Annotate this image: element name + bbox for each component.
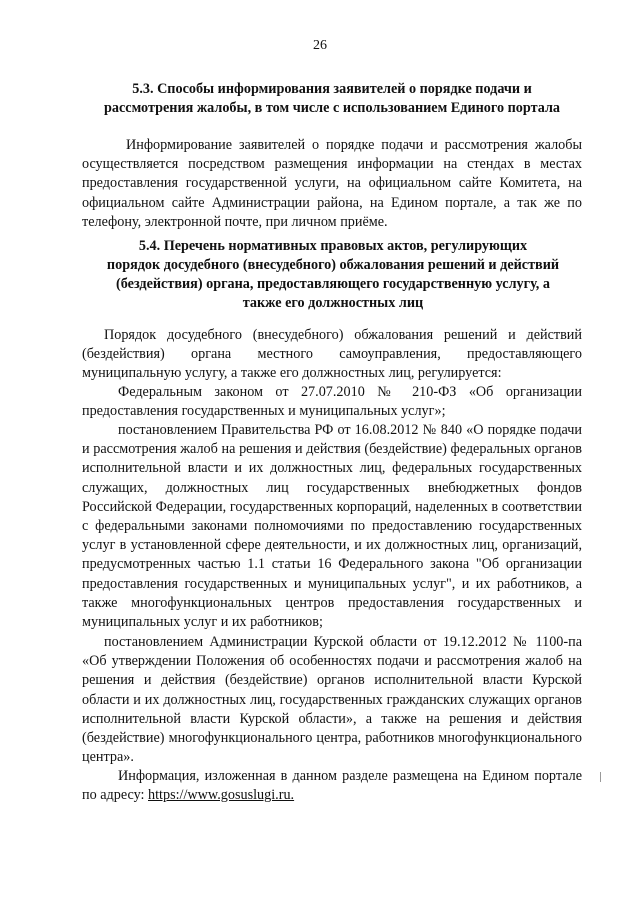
section-5-3-body: Информирование заявителей о порядке подачи и рассмотрения жалобы осуществляется посредством размещения информации на стендах в местах предоставления государственной услуги, на официальном сайте Комитета, на официальном сайте Администрации района, на Едином портале, а так же по телефону, электронной почте, при личном приёме. — [82, 137, 582, 230]
margin-mark — [600, 772, 601, 782]
section-5-4-heading-line-2: порядок досудебного (внесудебного) обжалования решений и действий — [106, 257, 560, 273]
law-federal-210-fz: Федеральным законом от 27.07.2010 № 210-ФЗ «Об организации предоставления государственных и муниципальных услуг»; — [82, 384, 582, 420]
section-5-4-heading-line-4: также его должностных лиц — [242, 295, 424, 311]
section-5-4-intro: Порядок досудебного (внесудебного) обжалования решений и действий (бездействия) органа местного самоуправления, предоставляющего муниципальную услугу, а также его должностных лиц, регулируется: — [82, 327, 582, 382]
section-5-4-heading-line-1: 5.4. Перечень нормативных правовых актов, регулирующих — [138, 238, 528, 254]
page-number: 26 — [313, 38, 327, 53]
section-5-4-heading-line-3: (бездействия) органа, предоставляющего государственную услугу, а — [116, 276, 550, 292]
section-5-3-heading-line-1: 5.3. Способы информирования заявителей о порядке подачи и — [132, 81, 532, 97]
law-government-840: постановлением Правительства РФ от 16.08.2012 № 840 «О порядке подачи и рассмотрения жалоб на решения и действия (бездействие) федеральных органов исполнительной власти и их должностных лиц, федеральных государственных служащих, должностных лиц государственных внебюджетных фондов Российской Федерации, государственных корпораций, наделенных в соответствии с федеральными законами полномочиями по предоставлению государственных услуг в установленной сфере деятельности, и их должностных лиц, организаций, предусмотренных частью 1.1 статьи 16 Федерального закона "Об организации предоставления государственных и муниципальных услуг", и их работников, а также многофункциональных центров предоставления государственных и муниципальных услуг и их работников; — [82, 422, 582, 631]
info-text: Информация, изложенная в данном разделе размещена на Едином портале по адресу: — [82, 768, 582, 804]
section-5-3-heading-line-2: рассмотрения жалобы, в том числе с использованием Единого портала — [103, 100, 560, 116]
law-regional-1100-pa: постановлением Администрации Курской области от 19.12.2012 № 1100-па «Об утверждении Положения об особенностях подачи и рассмотрения жалоб на решения и действия (бездействие) органов исполнительной власти Курской области и их должностных лиц, государственных гражданских служащих органов исполнительной власти Курской области», а также на решения и действия (бездействие) многофункционального центра, работников многофункционального центра». — [82, 634, 582, 766]
info-paragraph — [82, 767, 582, 805]
gosuslugi-link[interactable]: https://www.gosuslugi.ru. — [148, 787, 295, 804]
section-5-4-heading — [86, 237, 580, 313]
section-5-3-heading — [82, 80, 582, 118]
